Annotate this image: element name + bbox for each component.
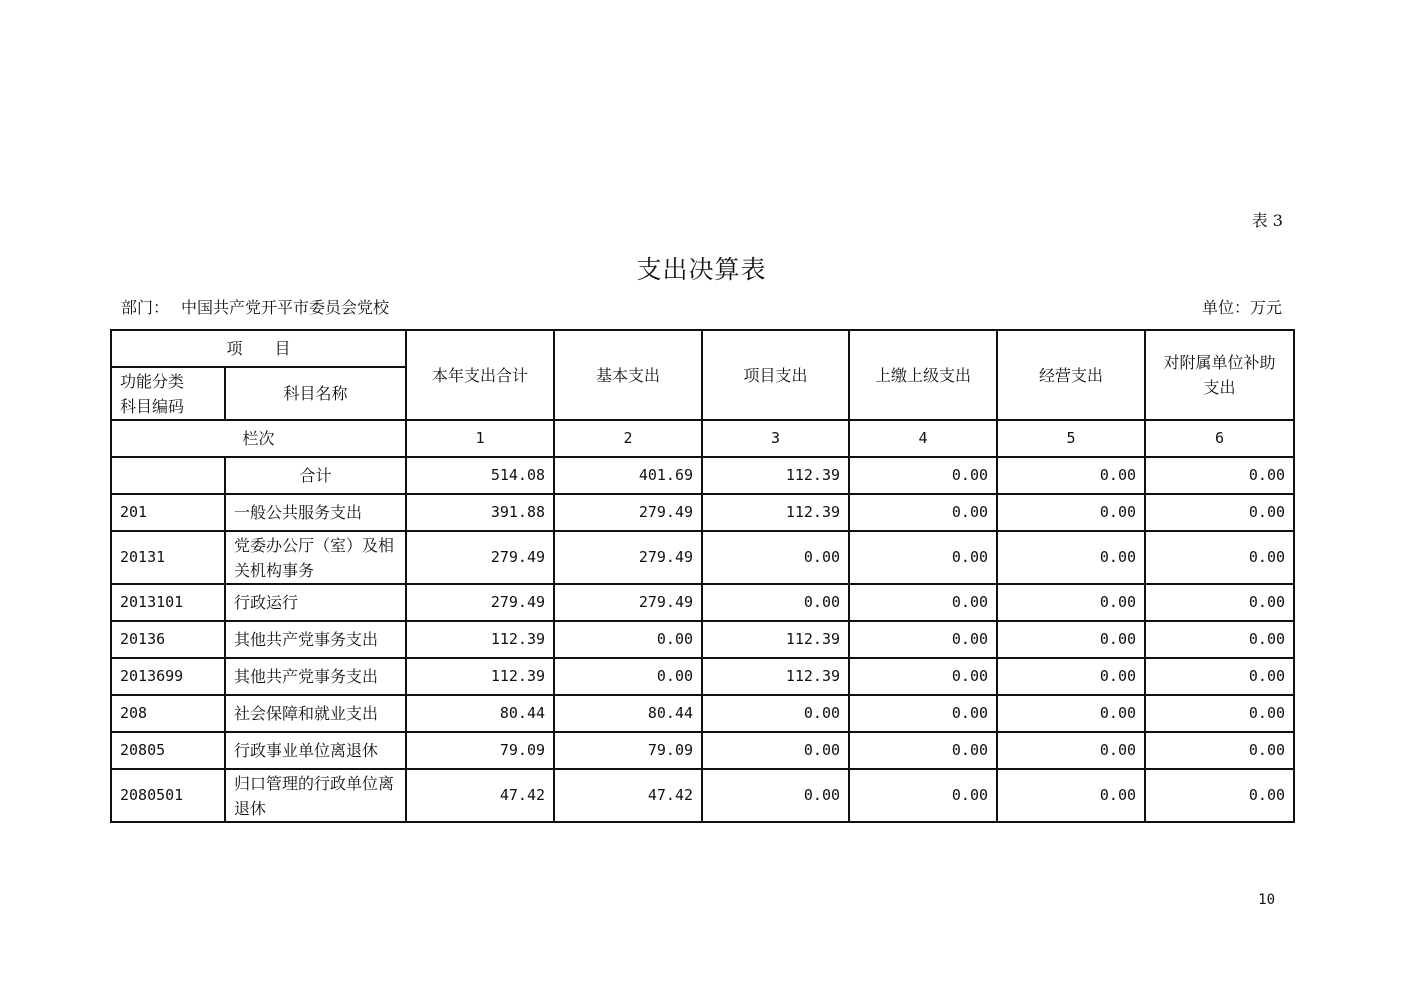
row-value: 279.49 [406,531,554,584]
row-value: 47.42 [554,769,702,822]
total-value: 0.00 [997,457,1145,494]
row-value: 80.44 [554,695,702,732]
column-number: 5 [997,420,1145,457]
column-number: 3 [702,420,849,457]
row-value: 0.00 [849,494,997,531]
table-row [111,494,1294,531]
row-value: 0.00 [849,658,997,695]
total-value: 0.00 [1145,457,1294,494]
row-value: 0.00 [1145,695,1294,732]
row-value: 391.88 [406,494,554,531]
column-label: 栏次 [111,420,406,457]
row-value: 0.00 [849,695,997,732]
row-value: 0.00 [849,621,997,658]
column-number: 6 [1145,420,1294,457]
row-value: 0.00 [1145,658,1294,695]
total-value: 112.39 [702,457,849,494]
row-value: 80.44 [406,695,554,732]
row-value: 79.09 [554,732,702,769]
table-row [111,531,1294,584]
column-number: 1 [406,420,554,457]
row-code: 20131 [111,531,225,584]
row-value: 0.00 [997,494,1145,531]
row-value: 0.00 [849,531,997,584]
table-row [111,769,1294,822]
table-row [111,621,1294,658]
total-code-cell [111,457,225,494]
row-code: 2013101 [111,584,225,621]
row-value: 0.00 [1145,584,1294,621]
department-name: 中国共产党开平市委员会党校 [181,298,390,317]
row-value: 112.39 [406,621,554,658]
row-name: 行政事业单位离退休 [225,732,406,769]
unit-label: 单位：万元 [1201,298,1282,317]
row-value: 0.00 [554,658,702,695]
row-value: 0.00 [997,695,1145,732]
total-value: 0.00 [849,457,997,494]
header-operating: 经营支出 [997,330,1145,420]
row-value: 112.39 [702,621,849,658]
row-code: 2080501 [111,769,225,822]
row-value: 279.49 [554,584,702,621]
row-name: 其他共产党事务支出 [225,621,406,658]
row-code: 20805 [111,732,225,769]
row-value: 0.00 [1145,769,1294,822]
row-value: 0.00 [849,769,997,822]
row-value: 47.42 [406,769,554,822]
table-row [111,584,1294,621]
row-value: 0.00 [1145,621,1294,658]
row-value: 112.39 [702,658,849,695]
row-value: 0.00 [997,769,1145,822]
row-value: 0.00 [702,695,849,732]
row-value: 0.00 [702,732,849,769]
row-value: 0.00 [702,584,849,621]
row-value: 279.49 [554,494,702,531]
row-value: 0.00 [554,621,702,658]
document-title: 支出决算表 [636,255,767,284]
row-value: 0.00 [702,531,849,584]
expenditure-table [110,329,1295,823]
row-value: 112.39 [702,494,849,531]
row-value: 0.00 [849,584,997,621]
row-name: 社会保障和就业支出 [225,695,406,732]
row-value: 0.00 [997,621,1145,658]
row-name: 一般公共服务支出 [225,494,406,531]
table-row [111,732,1294,769]
table-row [111,658,1294,695]
column-number: 2 [554,420,702,457]
total-value: 401.69 [554,457,702,494]
header-upper: 上缴上级支出 [849,330,997,420]
row-name: 归口管理的行政单位离退休 [225,769,406,822]
row-value: 0.00 [997,658,1145,695]
row-value: 0.00 [997,584,1145,621]
header-func-code: 功能分类 科目编码 [111,367,225,420]
row-value: 0.00 [1145,732,1294,769]
department-line [121,295,389,318]
row-value: 0.00 [997,531,1145,584]
row-code: 2013699 [111,658,225,695]
header-total: 本年支出合计 [406,330,554,420]
row-value: 0.00 [849,732,997,769]
row-name: 行政运行 [225,584,406,621]
row-value: 79.09 [406,732,554,769]
row-value: 0.00 [997,732,1145,769]
table-row [111,695,1294,732]
row-value: 279.49 [554,531,702,584]
row-code: 208 [111,695,225,732]
row-value: 0.00 [1145,531,1294,584]
row-value: 112.39 [406,658,554,695]
row-value: 0.00 [1145,494,1294,531]
page-number: 10 [1258,892,1275,908]
row-value: 0.00 [702,769,849,822]
total-label: 合计 [225,457,406,494]
column-number: 4 [849,420,997,457]
total-row [111,457,1294,494]
row-code: 201 [111,494,225,531]
header-project: 项目支出 [702,330,849,420]
table-number: 表 3 [1251,211,1283,230]
header-subject-name: 科目名称 [225,367,406,420]
total-value: 514.08 [406,457,554,494]
row-code: 20136 [111,621,225,658]
header-basic: 基本支出 [554,330,702,420]
department-label: 部门： [121,298,170,317]
header-subsidiary: 对附属单位补助 支出 [1145,330,1294,420]
header-item: 项 目 [111,330,406,367]
row-name: 其他共产党事务支出 [225,658,406,695]
row-value: 279.49 [406,584,554,621]
row-name: 党委办公厅（室）及相关机构事务 [225,531,406,584]
